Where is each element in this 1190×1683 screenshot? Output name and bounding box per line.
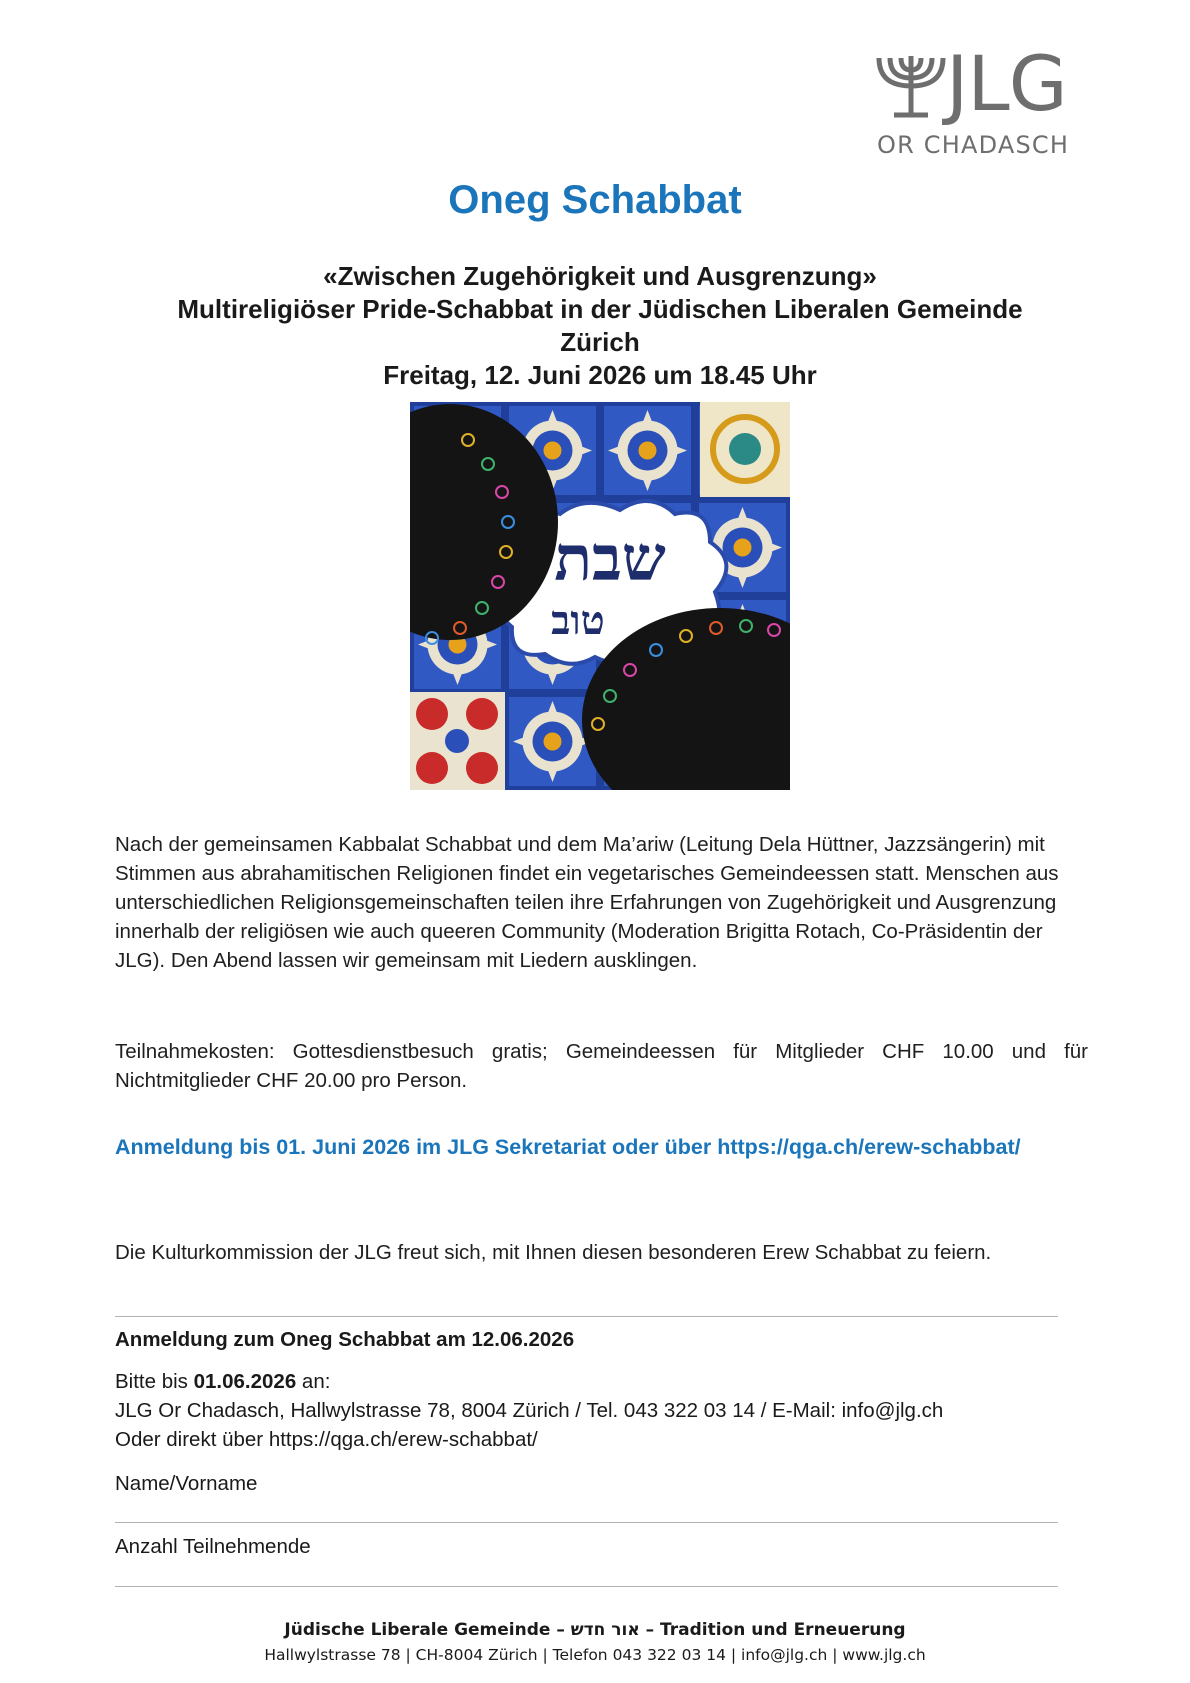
event-photo [410, 402, 790, 790]
divider [115, 1316, 1058, 1317]
address-line: JLG Or Chadasch, Hallwylstrasse 78, 8004 Zürich / Tel. 043 322 03 14 / E-Mail: info@jlg.ch [115, 1399, 944, 1422]
deadline-suffix: an: [296, 1370, 331, 1393]
event-subtitle [120, 260, 1080, 392]
footer-tagline: Jüdische Liberale Gemeinde – אור חדש – Tradition und Erneuerung [284, 1620, 906, 1640]
cost-info: Teilnahmekosten: Gottesdienstbesuch gratis; Gemeindeessen für Mitglieder CHF 10.00 und für Nichtmitglieder CHF 20.00 pro Person. [115, 1040, 1088, 1092]
jlg-logo [876, 39, 1082, 159]
page-title: Oneg Schabbat [448, 178, 742, 222]
hebrew-shabbat-text: שבת [554, 522, 666, 595]
subtitle-line: Zürich [560, 327, 640, 357]
name-field-line[interactable] [115, 1522, 1058, 1523]
logo-letters: JLG [946, 39, 1067, 128]
deadline-date: 01.06.2026 [193, 1370, 297, 1393]
online-registration-line[interactable]: Oder direkt über https://qga.ch/erew-schabbat/ [115, 1428, 538, 1451]
shabbat-shalom-tiles-and-kippot-photo [410, 402, 790, 790]
participants-field-label: Anzahl Teilnehmende [115, 1535, 311, 1558]
name-field-label: Name/Vorname [115, 1472, 258, 1495]
deadline-line [115, 1367, 943, 1396]
registration-notice[interactable]: Anmeldung bis 01. Juni 2026 im JLG Sekretariat oder über https://qga.ch/erew-schabbat/ [115, 1135, 1021, 1159]
event-description: Nach der gemeinsamen Kabbalat Schabbat und dem Ma’ariw (Leitung Dela Hüttner, Jazzsängerin) mit Stimmen aus abrahamitischen Religionen findet ein vegetarisches Gemeindeessen statt. Menschen aus unterschiedlichen Religionsgemeinschaften teilen ihre Erfahrungen von Zugehörigkeit und Ausgrenzung innerhalb der religiösen wie auch queeren Community (Moderation Brigitta Rotach, Co-Präsidentin der JLG). Den Abend lassen wir gemeinsam mit Liedern ausklingen. [115, 833, 1059, 972]
event-date-line: Freitag, 12. Juni 2026 um 18.45 Uhr [383, 360, 817, 390]
menorah-icon [876, 54, 946, 124]
footer-contact: Hallwylstrasse 78 | CH-8004 Zürich | Telefon 043 322 03 14 | info@jlg.ch | www.jlg.ch [264, 1646, 926, 1664]
subtitle-line: Multireligiöser Pride-Schabbat in der Jüdischen Liberalen Gemeinde [177, 294, 1023, 324]
logo-subtitle: OR CHADASCH [877, 131, 1070, 159]
participants-field-line[interactable] [115, 1586, 1058, 1587]
deadline-prefix: Bitte bis [115, 1370, 194, 1393]
subtitle-line: «Zwischen Zugehörigkeit und Ausgrenzung» [323, 261, 877, 291]
form-heading: Anmeldung zum Oneg Schabbat am 12.06.2026 [115, 1328, 575, 1351]
closing-text: Die Kulturkommission der JLG freut sich, mit Ihnen diesen besonderen Erew Schabbat zu feiern. [115, 1241, 992, 1264]
hebrew-tov-text: טוב [551, 597, 605, 644]
form-instructions [115, 1367, 943, 1454]
